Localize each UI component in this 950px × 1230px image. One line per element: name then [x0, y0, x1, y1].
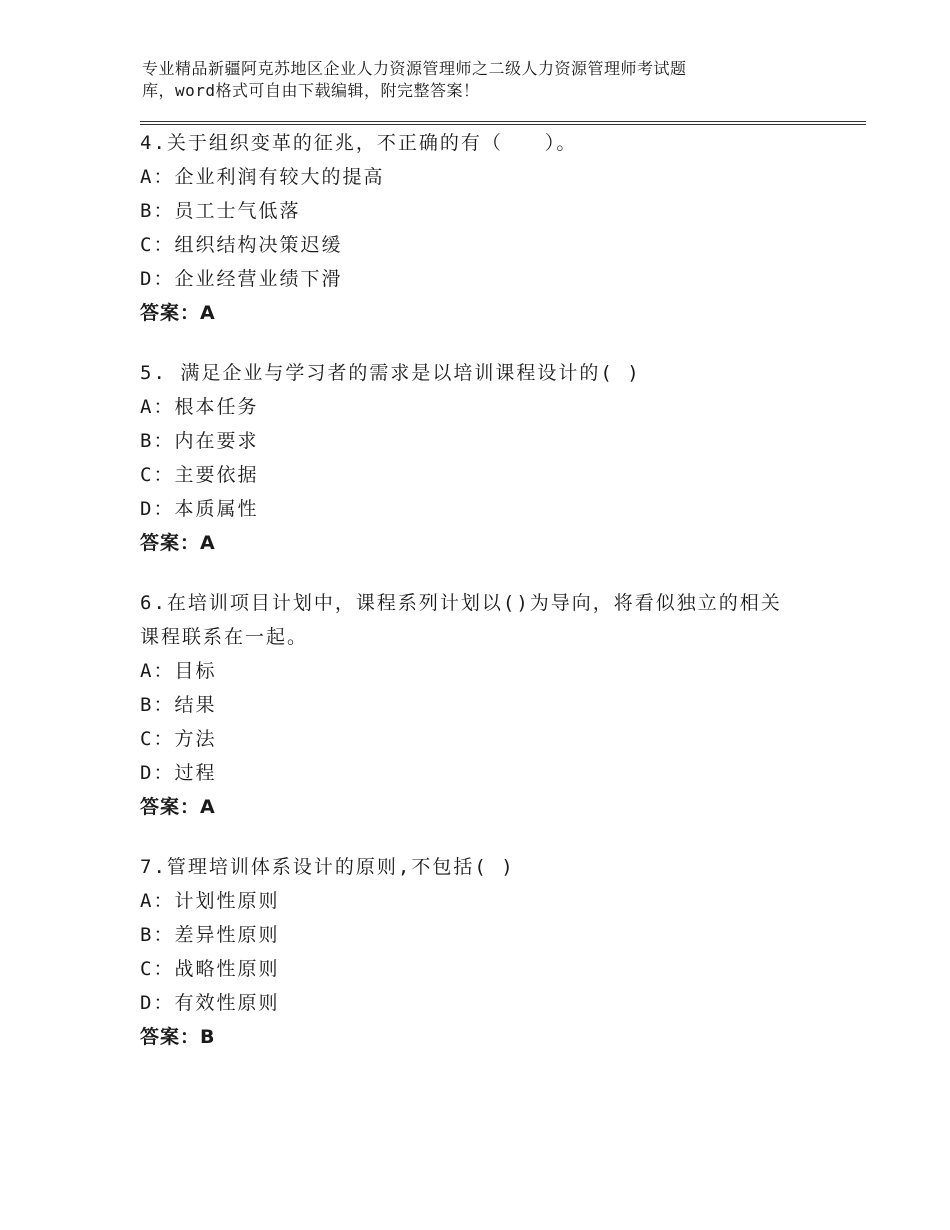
header-divider-top	[140, 121, 866, 122]
question-stem-line-1: 6.在培训项目计划中，课程系列计划以()为导向，将看似独立的相关	[140, 592, 782, 614]
question-stem: 4.关于组织变革的征兆，不正确的有（ ）。	[140, 132, 578, 154]
document-header	[142, 58, 782, 102]
option-c: C：主要依据	[140, 464, 259, 486]
option-c: C：战略性原则	[140, 958, 280, 980]
option-d: D：本质属性	[140, 498, 259, 520]
question-4	[140, 126, 830, 330]
option-d: D：企业经营业绩下滑	[140, 268, 343, 290]
option-d: D：过程	[140, 762, 217, 784]
question-6	[140, 586, 830, 824]
option-b: B：结果	[140, 694, 217, 716]
option-b: B：员工士气低落	[140, 200, 301, 222]
answer: 答案：A	[140, 302, 216, 324]
option-b: B：差异性原则	[140, 924, 280, 946]
header-line-1: 专业精品新疆阿克苏地区企业人力资源管理师之二级人力资源管理师考试题	[142, 59, 687, 78]
header-divider-bottom	[140, 124, 866, 125]
option-b: B：内在要求	[140, 430, 259, 452]
option-c: C：组织结构决策迟缓	[140, 234, 343, 256]
option-d: D：有效性原则	[140, 992, 280, 1014]
question-stem: 7.管理培训体系设计的原则,不包括( )	[140, 856, 515, 878]
question-list	[140, 126, 830, 1080]
question-stem: 5. 满足企业与学习者的需求是以培训课程设计的( )	[140, 362, 641, 384]
option-c: C：方法	[140, 728, 217, 750]
answer: 答案：A	[140, 796, 216, 818]
header-line-2: 库，word格式可自由下载编辑，附完整答案！	[142, 81, 480, 100]
question-5	[140, 356, 830, 560]
option-a: A：根本任务	[140, 396, 259, 418]
answer: 答案：B	[140, 1026, 216, 1048]
option-a: A：企业利润有较大的提高	[140, 166, 385, 188]
option-a: A：计划性原则	[140, 890, 280, 912]
option-a: A：目标	[140, 660, 217, 682]
question-stem-line-2: 课程联系在一起。	[140, 626, 309, 648]
question-7	[140, 850, 830, 1054]
answer: 答案：A	[140, 532, 216, 554]
